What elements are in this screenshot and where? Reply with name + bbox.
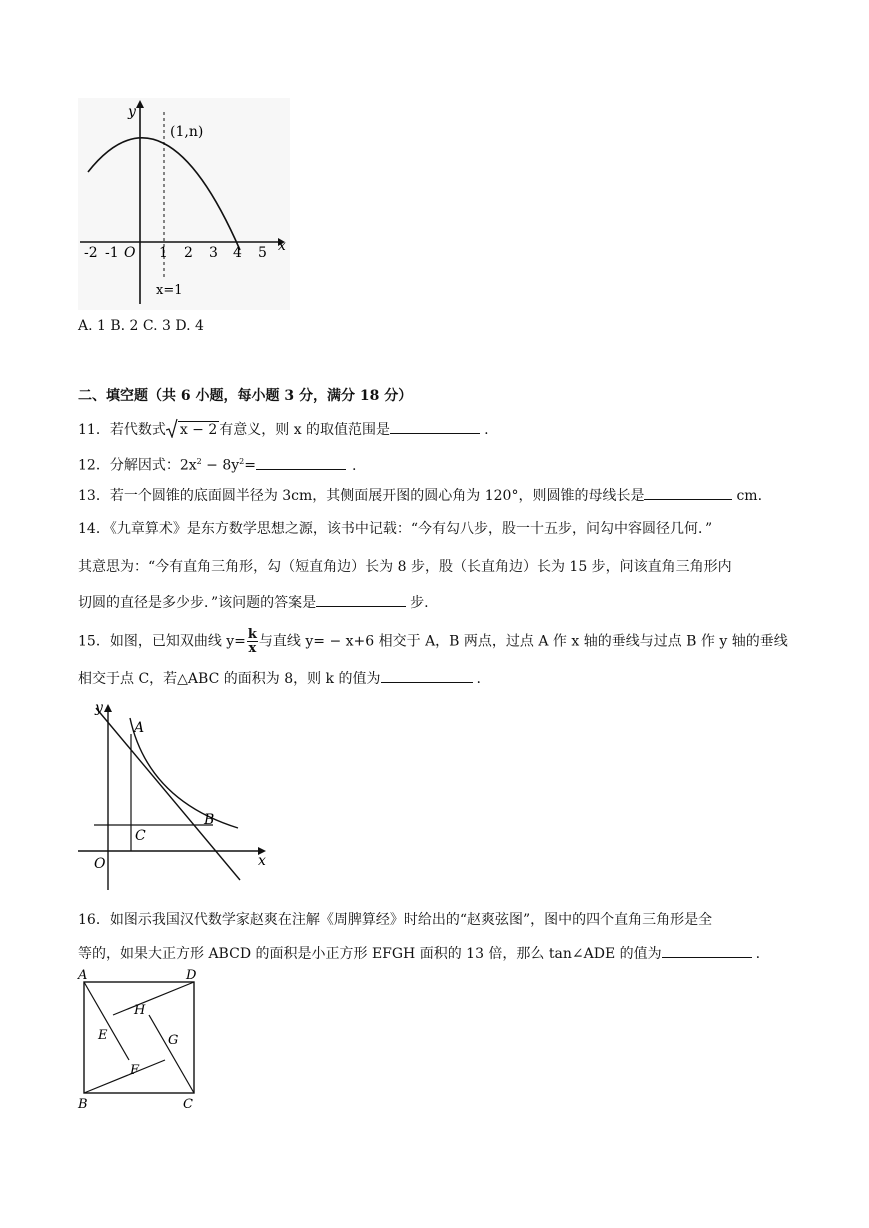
question-13 (78, 485, 762, 506)
fig1-tick: 1 (159, 245, 168, 261)
question-15-line2 (78, 668, 481, 689)
q12-mid: − 8y (201, 457, 240, 474)
answer-blank[interactable] (316, 592, 406, 607)
answer-blank[interactable] (390, 419, 480, 434)
answer-blank[interactable] (381, 668, 473, 683)
question-14-line2: 其意思为：“今有直角三角形，勾（短直角边）长为 8 步，股（长直角边）长为 15 步，问该直角三角形内 (78, 559, 732, 575)
q12-eq: = (244, 457, 256, 474)
q15-pre: 15．如图，已知双曲线 y= (78, 633, 246, 650)
fig1-x-label: x (278, 238, 286, 254)
fig1-origin: O (124, 245, 136, 261)
q13-pre: 13．若一个圆锥的底面圆半径为 3cm，其侧面展开图的圆心角为 120°，则圆锥的母线长是 (78, 488, 645, 504)
fig2-point-b: B (204, 812, 215, 828)
fig3-h: H (134, 1003, 146, 1018)
q12-sup2: 2 (239, 457, 245, 466)
fig1-tick: 2 (184, 245, 193, 261)
q12-end: . (352, 457, 357, 474)
question-16-line2 (78, 943, 760, 964)
answer-blank[interactable] (662, 943, 752, 958)
q16-line2-pre: 等的，如果大正方形 ABCD 的面积是小正方形 EFGH 面积的 13 倍，那么 tan∠ADE 的值为 (78, 946, 662, 962)
frac-denominator: x (248, 641, 257, 656)
fig1-tick: 5 (258, 245, 267, 261)
fig1-tick: -1 (105, 245, 119, 261)
fig1-tick: 4 (233, 245, 242, 261)
frac-numerator: k (247, 627, 257, 642)
fig3-b: B (78, 1097, 88, 1111)
q11-end: . (484, 422, 489, 438)
fig3-g: G (168, 1033, 179, 1048)
fig2-point-a: A (134, 720, 145, 736)
hyperbola-line-figure (78, 700, 273, 892)
q15-post: 与直线 y= − x+6 相交于 A，B 两点，过点 A 作 x 轴的垂线与过点 B 作 y 轴的垂线 (258, 633, 788, 650)
fig2-y-label: y (95, 700, 103, 716)
q14-line3-end: 步. (410, 595, 429, 611)
fig2-x-label: x (258, 853, 266, 869)
fig1-y-label: y (128, 104, 136, 120)
fig3-d: D (186, 968, 197, 983)
fraction-k-over-x (247, 628, 258, 655)
parabola-figure (78, 98, 290, 310)
fig1-tick: -2 (84, 245, 98, 261)
fig3-e: E (98, 1028, 108, 1043)
zhao-shuang-figure (74, 966, 204, 1111)
fig3-c: C (183, 1097, 193, 1111)
section-heading: 二、填空题（共 6 小题，每小题 3 分，满分 18 分） (78, 388, 413, 404)
fig1-axis-label: x=1 (156, 283, 183, 298)
q13-end: cm. (736, 488, 763, 504)
question-11 (78, 418, 489, 440)
answer-blank[interactable] (644, 485, 732, 500)
fig2-origin: O (94, 856, 106, 872)
q11-radicand: x − 2 (179, 422, 218, 438)
fig1-tick: 3 (209, 245, 218, 261)
fig2-point-c: C (135, 828, 146, 844)
fig3-f: F (130, 1063, 140, 1078)
sqrt-expression (166, 418, 219, 440)
answer-blank[interactable] (256, 455, 346, 470)
q10-options: A. 1 B. 2 C. 3 D. 4 (78, 318, 204, 334)
question-15-line1 (78, 627, 788, 656)
question-16-line1: 16．如图示我国汉代数学家赵爽在注解《周脾算经》时给出的“赵爽弦图”，图中的四个直角三角形是全 (78, 912, 713, 928)
question-14-line3 (78, 592, 429, 613)
q16-line2-end: . (755, 946, 761, 962)
q14-line3-pre: 切圆的直径是多少步．”该问题的答案是 (78, 595, 317, 611)
q15-line2-pre: 相交于点 C，若△ABC 的面积为 8，则 k 的值为 (78, 671, 381, 687)
q15-line2-end: . (476, 671, 481, 687)
q12-pre: 12．分解因式：2x (78, 457, 197, 474)
fig3-a: A (78, 968, 88, 983)
q12-sup1: 2 (196, 457, 202, 466)
question-12 (78, 452, 356, 476)
q11-pre: 11．若代数式 (78, 422, 166, 438)
q11-post: 有意义，则 x 的取值范围是 (219, 422, 391, 438)
fig1-vertex-label: (1,n) (170, 124, 204, 140)
question-14-line1: 14．《九章算术》是东方数学思想之源，该书中记载：“今有勾八步，股一十五步，问勾中容圆径几何．” (78, 521, 713, 537)
